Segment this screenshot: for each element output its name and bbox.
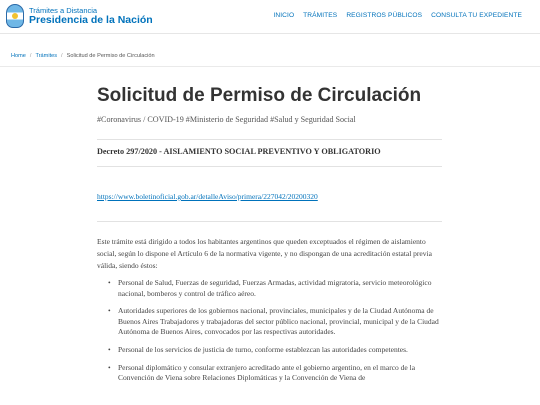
- boletin-oficial-link[interactable]: https://www.boletinoficial.gob.ar/detalleAviso/primera/227042/20200320: [97, 192, 318, 201]
- breadcrumb-tramites[interactable]: Trámites: [35, 53, 58, 59]
- list-item: • Personal diplomático y consular extranjero acreditado ante el gobierno argentino, en el marco de la Convención de Viena sobre Relaciones Diplomáticas y la Convención de Viena de: [108, 363, 442, 384]
- breadcrumb-current: Solicitud de Permiso de Circulación: [66, 53, 155, 59]
- brand-text: [29, 7, 153, 26]
- main-nav: [273, 12, 522, 19]
- list-item: • Personal de Salud, Fuerzas de seguridad, Fuerzas Armadas, actividad migratoria, servicio meteorológico nacional, bomberos y control de tráfico aéreo.: [108, 278, 442, 299]
- brand-subtitle: Trámites a Distancia: [29, 5, 98, 15]
- page-header: [97, 85, 442, 124]
- brand-title: Presidencia de la Nación: [29, 14, 153, 26]
- brand-logo-link[interactable]: [6, 4, 153, 28]
- site-header: [0, 0, 540, 34]
- list-item: • Autoridades superiores de los gobiernos nacional, provinciales, municipales y de la Ciudad Autónoma de Buenos Aires Trabajadores y trabajadoras del sector público nacional, provincial, municipal y de la Ciudad Autónoma de Buenos Aires, convocados por las respectivas autoridades.: [108, 306, 442, 338]
- nav-tramites[interactable]: TRÁMITES: [303, 12, 338, 19]
- breadcrumb-divider: [0, 66, 540, 67]
- breadcrumb: [11, 53, 155, 59]
- breadcrumb-separator: /: [29, 53, 32, 59]
- decree-heading: Decreto 297/2020 - AISLAMIENTO SOCIAL PREVENTIVO Y OBLIGATORIO: [97, 147, 381, 156]
- nav-consulta-expediente[interactable]: CONSULTA TU EXPEDIENTE: [431, 12, 522, 19]
- section-divider: [97, 221, 442, 222]
- section-divider: [97, 139, 442, 140]
- section-divider: [97, 166, 442, 167]
- exceptions-list: [108, 278, 442, 391]
- page-title: Solicitud de Permiso de Circulación: [97, 85, 422, 106]
- nav-registros-publicos[interactable]: REGISTROS PÚBLICOS: [346, 12, 423, 19]
- intro-paragraph: Este trámite está dirigido a todos los habitantes argentinos que queden exceptuados el régimen de aislamiento social, según lo dispone el Artículo 6 de la normativa vigente, y no dispongan de una acreditación estatal previa válida, siendo éstos:: [97, 237, 432, 271]
- breadcrumb-home[interactable]: Home: [11, 53, 26, 59]
- argentina-seal-icon: [6, 4, 24, 28]
- list-item: • Personal de los servicios de justicia de turno, conforme establezcan las autoridades competentes.: [108, 345, 442, 356]
- breadcrumb-separator: /: [61, 53, 63, 59]
- nav-inicio[interactable]: INICIO: [273, 12, 295, 19]
- page-tags: #Coronavirus / COVID-19 #Ministerio de Seguridad #Salud y Seguridad Social: [97, 114, 356, 124]
